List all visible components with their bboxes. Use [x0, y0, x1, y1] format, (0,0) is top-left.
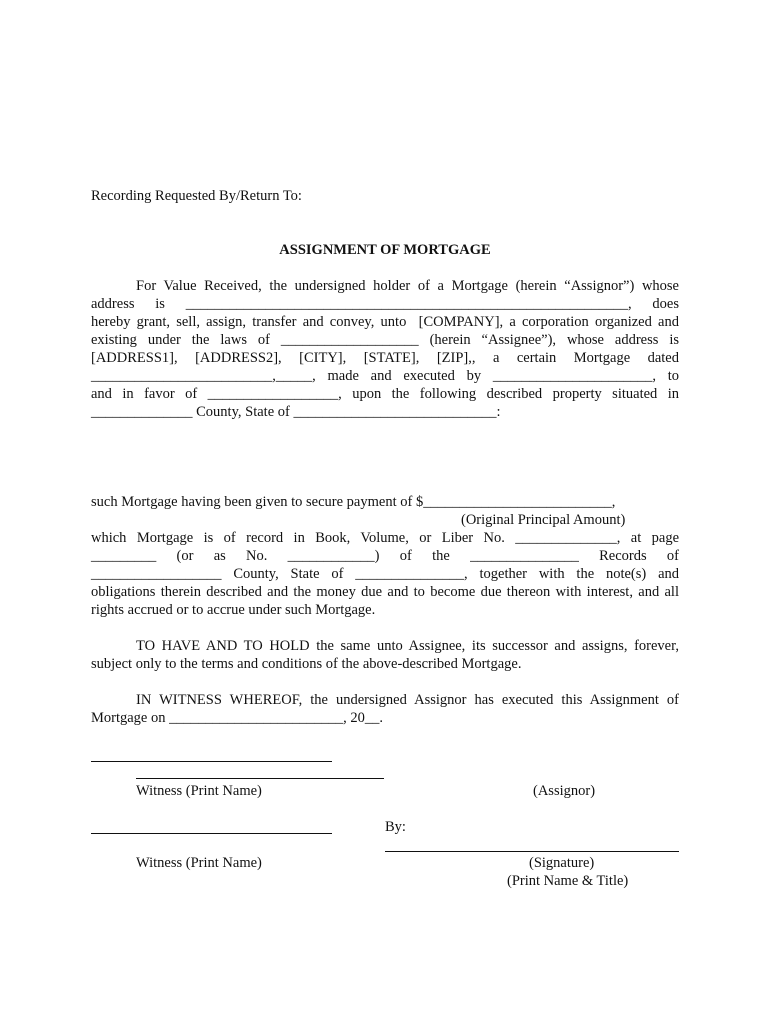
- witness1-signature-line: [91, 761, 332, 762]
- recording-requested-by: Recording Requested By/Return To:: [91, 188, 302, 204]
- paragraph-line: address is _____________________________________________________________, does: [91, 296, 679, 312]
- paragraph-line: obligations therein described and the money due and to become due thereon with interest, and all: [91, 584, 679, 600]
- paragraph-line: TO HAVE AND TO HOLD the same unto Assignee, its successor and assigns, forever,: [136, 638, 679, 654]
- paragraph-line: which Mortgage is of record in Book, Volume, or Liber No. ______________, at page: [91, 530, 679, 546]
- witness2-signature-line: [91, 833, 332, 834]
- paragraph-line: Mortgage on ________________________, 20__.: [91, 710, 383, 726]
- signature-label: (Signature): [529, 855, 595, 871]
- assignor-label: (Assignor): [533, 783, 596, 799]
- paragraph-line: For Value Received, the undersigned holder of a Mortgage (herein “Assignor”) whose: [136, 278, 679, 294]
- assignor-signature-line: [136, 778, 384, 779]
- witness2-label: Witness (Print Name): [136, 855, 262, 871]
- print-name-title-label: (Print Name & Title): [507, 873, 629, 889]
- paragraph-line: [ADDRESS1], [ADDRESS2], [CITY], [STATE], [ZIP],, a certain Mortgage dated: [91, 350, 679, 366]
- paragraph-line: hereby grant, sell, assign, transfer and convey, unto [COMPANY], a corporation organized and: [91, 314, 679, 330]
- paragraph-line: IN WITNESS WHEREOF, the undersigned Assignor has executed this Assignment of: [136, 692, 679, 708]
- paragraph-line: existing under the laws of ___________________ (herein “Assignee”), whose address is: [91, 332, 679, 348]
- paragraph-line: such Mortgage having been given to secure payment of $__________________________,: [91, 494, 616, 510]
- document-title: ASSIGNMENT OF MORTGAGE: [279, 242, 491, 258]
- original-principal-amount-note: (Original Principal Amount): [461, 512, 626, 528]
- paragraph-line: _________ (or as No. ____________) of the _______________ Records of: [91, 548, 679, 564]
- by-label: By:: [385, 819, 406, 835]
- paragraph-line: and in favor of __________________, upon the following described property situated in: [91, 386, 679, 402]
- paragraph-line: __________________ County, State of _______________, together with the note(s) and: [91, 566, 679, 582]
- paragraph-line: _________________________,_____, made and executed by ______________________, to: [91, 368, 679, 384]
- paragraph-line: rights accrued or to accrue under such Mortgage.: [91, 602, 376, 618]
- witness1-label: Witness (Print Name): [136, 783, 262, 799]
- paragraph-line: subject only to the terms and conditions of the above-described Mortgage.: [91, 656, 522, 672]
- paragraph-line: ______________ County, State of ____________________________:: [91, 404, 501, 420]
- by-signature-line: [385, 851, 679, 852]
